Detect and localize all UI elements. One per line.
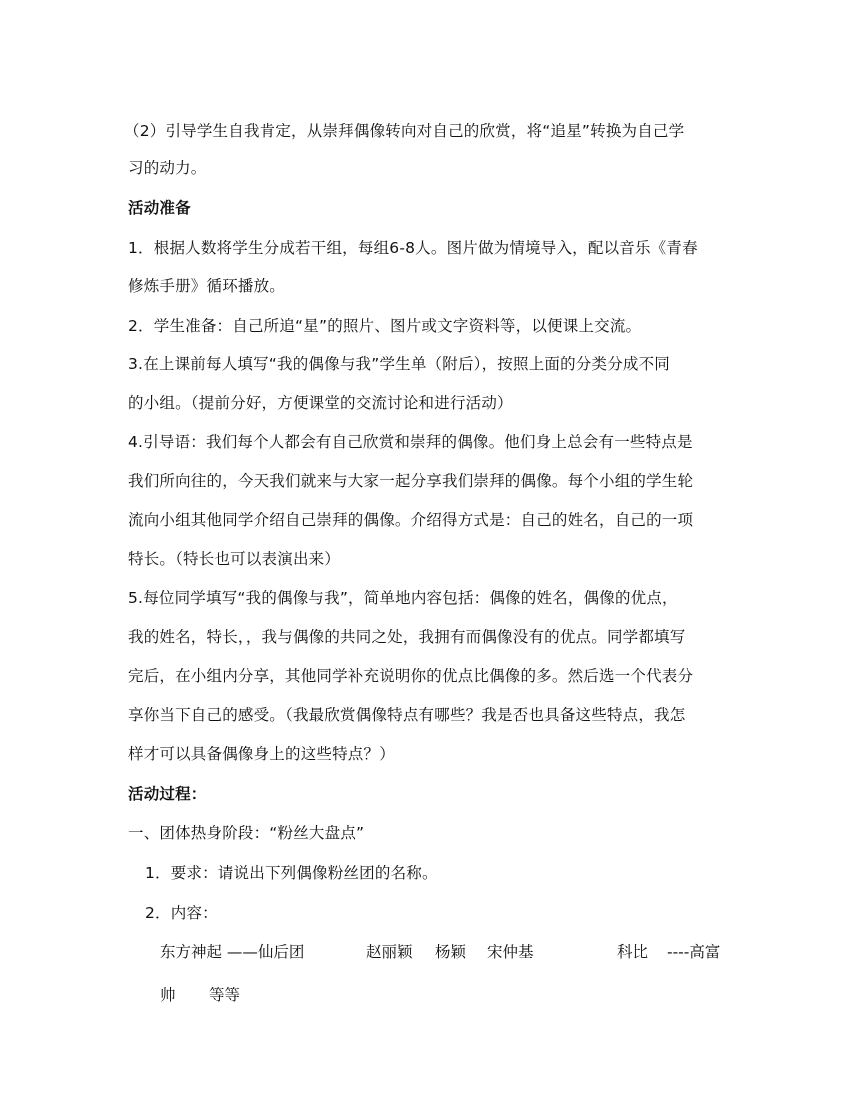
prep-4-line-2: 我们所向往的，今天我们就来与大家一起分享我们崇拜的偶像。每个小组的学生轮 [128, 472, 694, 490]
objective-2-line-1: （2）引导学生自我肯定，从崇拜偶像转向对自己的欣赏，将“追星”转换为自己学 [124, 122, 685, 140]
content-label: 2．内容： [145, 904, 218, 922]
prep-3-line-2: 的小组。（提前分好，方便课堂的交流讨论和进行活动） [128, 394, 513, 412]
objective-2-line-2: 习的动力。 [128, 159, 207, 177]
prep-4-line-4: 特长。（特长也可以表演出来） [128, 550, 341, 568]
prep-1-line-1: 1．根据人数将学生分成若干组，每组6-8人。图片做为情境导入，配以音乐《青春 [128, 239, 698, 257]
prep-4-line-3: 流向小组其他同学介绍自己崇拜的偶像。介绍得方式是：自己的姓名，自己的一项 [128, 511, 694, 529]
heading-activity-process: 活动过程： [128, 785, 207, 803]
prep-5-line-2: 我的姓名，特长，，我与偶像的共同之处，我拥有而偶像没有的优点。同学都填写 [128, 628, 686, 646]
example-item-1: 东方神起 ——仙后团 [160, 943, 305, 961]
prep-5-line-5: 样才可以具备偶像身上的这些特点？） [128, 745, 395, 763]
prep-4-line-1: 4.引导语：我们每个人都会有自己欣赏和崇拜的偶像。他们身上总会有一些特点是 [128, 433, 693, 451]
example-item-3: 杨颖 [435, 943, 467, 961]
prep-5-line-3: 完后，在小组内分享，其他同学补充说明你的优点比偶像的多。然后选一个代表分 [128, 667, 694, 685]
prep-2-line-1: 2．学生准备：自己所追“星”的照片、图片或文字资料等，以便课上交流。 [128, 317, 642, 335]
prep-3-line-1: 3.在上课前每人填写“我的偶像与我”学生单（附后），按照上面的分类分成不同 [128, 355, 671, 373]
prep-5-line-4: 享你当下自己的感受。（我最欣赏偶像特点有哪些？我是否也具备这些特点，我怎 [128, 706, 686, 724]
example-item-6: ----高富 [667, 943, 721, 961]
example-item-2: 赵丽颖 [366, 943, 413, 961]
heading-activity-preparation: 活动准备 [128, 199, 191, 217]
example-item-5: 科比 [617, 943, 649, 961]
example-item-4: 宋仲基 [487, 943, 534, 961]
example-item-7: 帅 [160, 986, 176, 1004]
prep-1-line-2: 修炼手册》循环播放。 [128, 277, 286, 295]
requirement-line: 1．要求：请说出下列偶像粉丝团的名称。 [145, 864, 438, 882]
prep-5-line-1: 5.每位同学填写“我的偶像与我”，简单地内容包括：偶像的姓名，偶像的优点， [128, 589, 678, 607]
example-item-8: 等等 [209, 986, 241, 1004]
section-1-title: 一、团体热身阶段：“粉丝大盘点” [128, 824, 365, 842]
